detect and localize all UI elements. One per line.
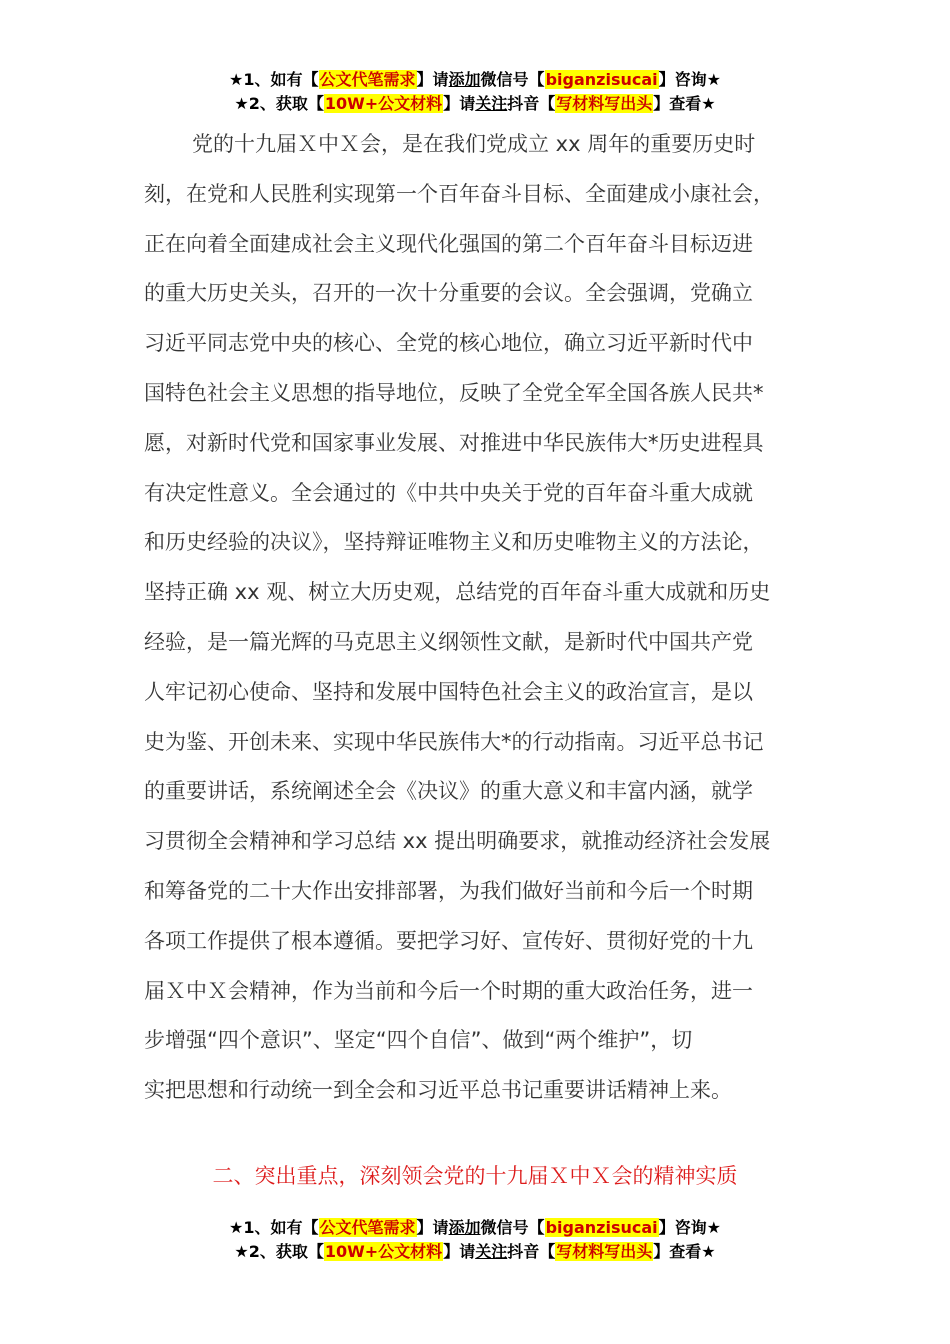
promo-text: ★2、获取【	[234, 1242, 324, 1261]
promo-highlight-douyin-id: 写材料写出头	[556, 94, 653, 113]
promo-highlight: 公文代笔需求	[319, 70, 416, 89]
body-paragraph	[144, 120, 810, 1116]
promo-text: 】咨询★	[658, 70, 721, 89]
promo-text: ★2、获取【	[234, 94, 324, 113]
promo-banner-top	[0, 68, 950, 116]
promo-text: 】查看★	[653, 1242, 716, 1261]
paragraph-line: 正在向着全面建成社会主义现代化强国的第二个百年奋斗目标迈进	[144, 231, 753, 256]
promo-underline: 添加	[448, 1218, 481, 1237]
paragraph-line: 刻，在党和人民胜利实现第一个百年奋斗目标、全面建成小康社会，	[144, 181, 774, 206]
promo-text: 抖音【	[507, 94, 556, 113]
paragraph-line: 愿，对新时代党和国家事业发展、对推进中华民族伟大*历史进程具	[144, 430, 764, 455]
paragraph-line: 有决定性意义。全会通过的《中共中央关于党的百年奋斗重大成就	[144, 480, 753, 505]
paragraph-line: 和筹备党的二十大作出安排部署，为我们做好当前和今后一个时期	[144, 878, 753, 903]
paragraph-line: 的重要讲话，系统阐述全会《决议》的重大意义和丰富内涵，就学	[144, 779, 753, 804]
promo-highlight-douyin-id: 写材料写出头	[556, 1242, 653, 1261]
paragraph-line: 国特色社会主义思想的指导地位，反映了全党全军全国各族人民共*	[144, 380, 764, 405]
section-heading: 二、突出重点，深刻领会党的十九届Ｘ中Ｘ会的精神实质	[212, 1164, 738, 1188]
paragraph-line: 实把思想和行动统一到全会和习近平总书记重要讲话精神上来。	[144, 1078, 732, 1103]
promo-text: 】请	[416, 1218, 449, 1237]
promo-line-2	[0, 1240, 950, 1264]
promo-text: 】请	[443, 1242, 476, 1261]
promo-text: 】查看★	[653, 94, 716, 113]
paragraph-line: 各项工作提供了根本遵循。要把学习好、宣传好、贯彻好党的十九	[144, 928, 753, 953]
promo-line-1	[0, 1216, 950, 1240]
promo-text: 】请	[416, 70, 449, 89]
promo-text: 抖音【	[507, 1242, 556, 1261]
paragraph-line: 习贯彻全会精神和学习总结 xx 提出明确要求，就推动经济社会发展	[144, 829, 771, 854]
promo-line-2	[0, 92, 950, 116]
promo-text: 】咨询★	[658, 1218, 721, 1237]
promo-highlight-wechat-id: biganzisucai	[545, 70, 658, 89]
paragraph-line: 史为鉴、开创未来、实现中华民族伟大*的行动指南。习近平总书记	[144, 729, 764, 754]
paragraph-line: 步增强“四个意识”、坚定“四个自信”、做到“两个维护”，切	[144, 1028, 693, 1053]
paragraph-line: 经验，是一篇光辉的马克思主义纲领性文献，是新时代中国共产党	[144, 629, 753, 654]
promo-text: 微信号【	[480, 70, 545, 89]
promo-underline: 添加	[448, 70, 481, 89]
promo-text: 】请	[443, 94, 476, 113]
promo-underline: 关注	[475, 1242, 508, 1261]
promo-text: ★1、如有【	[229, 1218, 319, 1237]
paragraph-line: 坚持正确 xx 观、树立大历史观，总结党的百年奋斗重大成就和历史	[144, 580, 771, 605]
promo-underline: 关注	[475, 94, 508, 113]
promo-banner-bottom	[0, 1216, 950, 1264]
promo-text: 微信号【	[480, 1218, 545, 1237]
promo-highlight-wechat-id: biganzisucai	[545, 1218, 658, 1237]
promo-line-1	[0, 68, 950, 92]
promo-highlight: 公文代笔需求	[319, 1218, 416, 1237]
promo-highlight: 10W+公文材料	[324, 94, 443, 113]
paragraph-line: 人牢记初心使命、坚持和发展中国特色社会主义的政治宣言，是以	[144, 679, 753, 704]
promo-highlight: 10W+公文材料	[324, 1242, 443, 1261]
paragraph-line: 和历史经验的决议》，坚持辩证唯物主义和历史唯物主义的方法论，	[144, 530, 764, 555]
paragraph-line: 习近平同志党中央的核心、全党的核心地位，确立习近平新时代中	[144, 331, 753, 356]
paragraph-line: 届Ｘ中Ｘ会精神，作为当前和今后一个时期的重大政治任务，进一	[144, 978, 753, 1003]
paragraph-line: 的重大历史关头，召开的一次十分重要的会议。全会强调，党确立	[144, 281, 753, 306]
promo-text: ★1、如有【	[229, 70, 319, 89]
paragraph-line: 党的十九届Ｘ中Ｘ会，是在我们党成立 xx 周年的重要历史时	[192, 132, 756, 156]
